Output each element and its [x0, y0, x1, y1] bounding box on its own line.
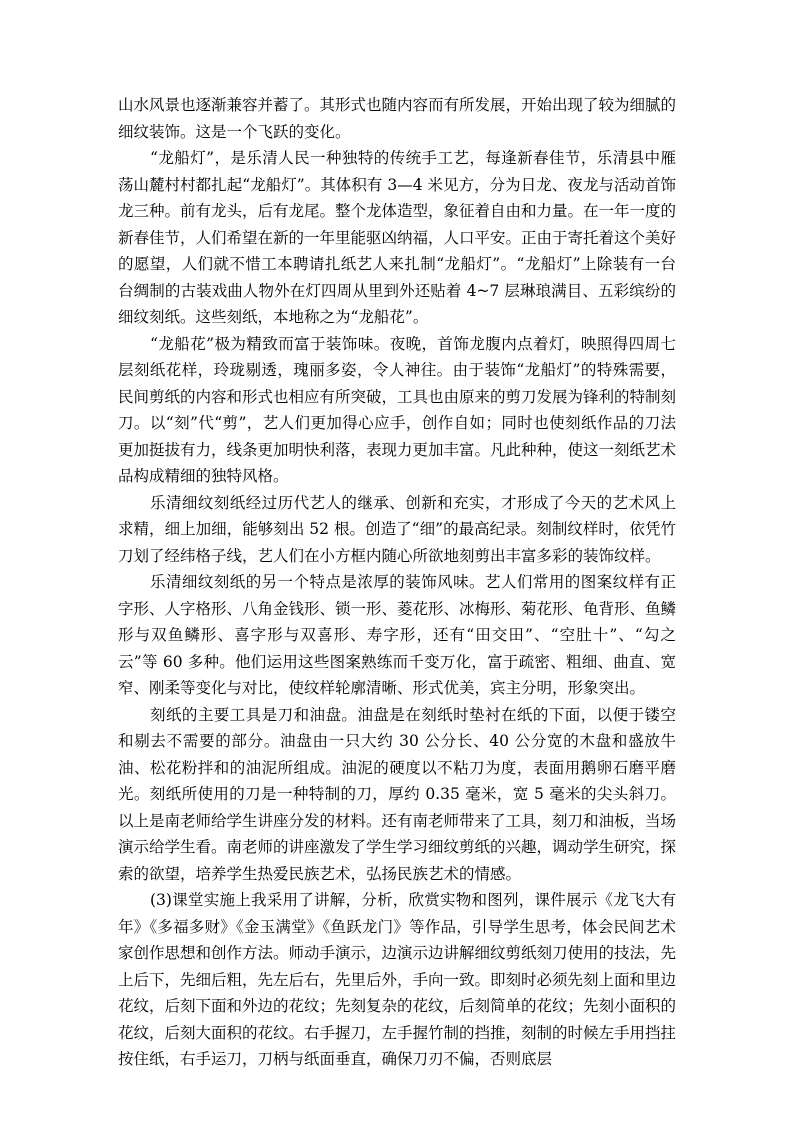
paragraph-1: 山水风景也逐渐兼容并蓄了。其形式也随内容而有所发展，开始出现了较为细腻的细纹装饰。这是一个飞跃的变化。 — [118, 96, 677, 141]
paragraph-3: “龙船花”极为精致而富于装饰味。夜晚，首饰龙腹内点着灯，映照得四周七层刻纸花样，玲珑剔透，瑰丽多姿，令人神往。由于装饰“龙船灯”的特殊需要，民间剪纸的内容和形式也相应有所突破，工具也由原来的剪刀发展为锋利的特制刻刀。以“刻”代“剪”，艺人们更加得心应手，创作自如；同时也使刻纸作品的刀法更加挺拔有力，线条更加明快利落，表现力更加丰富。凡此种种，使这一刻纸艺术品构成精细的独特风格。 — [118, 334, 677, 485]
paragraph-7: (3)课堂实施上我采用了讲解，分析，欣赏实物和图列，课件展示《龙飞大有年》《多福多财》《金玉满堂》《鱼跃龙门》等作品，引导学生思考，体会民间艺术家创作思想和创作方法。师动手演示，边演示边讲解细纹剪纸刻刀使用的技法，先上后下，先细后粗，先左后右，先里后外，手向一致。即刻时必须先刻上面和里边花纹，后刻下面和外边的花纹；先刻复杂的花纹，后刻简单的花纹；先刻小面积的花纹，后刻大面积的花纹。右手握刀，左手握竹制的挡推，刻制的时候左手用挡拄按住纸，右手运刀，刀柄与纸面垂直，确保刀刃不偏，否则底层 — [118, 891, 677, 1068]
paragraph-6: 刻纸的主要工具是刀和油盘。油盘是在刻纸时垫衬在纸的下面，以便于镂空和剔去不需要的部分。油盘由一只大约 30 公分长、40 公分宽的木盘和盛放牛油、松花粉拌和的油泥所组成。油泥的硬度以不粘刀为度，表面用鹅卵石磨平磨光。刻纸所使用的刀是一种特制的刀，厚约 0.35 毫米，宽 5 毫米的尖头斜刀。以上是南老师给学生讲座分发的材料。还有南老师带来了工具，刻刀和油板，当场演示给学生看。南老师的讲座激发了学生学习细纹剪纸的兴趣，调动学生研究，探索的欲望，培养学生热爱民族艺术，弘扬民族艺术的情感。 — [118, 705, 677, 883]
paragraph-4: 乐清细纹刻纸经过历代艺人的继承、创新和充实，才形成了今天的艺术风上求精，细上加细，能够刻出 52 根。创造了“细”的最高纪录。刻制纹样时，依凭竹刀划了经纬格子线，艺人们在小方框内随心所欲地刻剪出丰富多彩的装饰纹样。 — [118, 493, 676, 565]
paragraph-5: 乐清细纹刻纸的另一个特点是浓厚的装饰风味。艺人们常用的图案纹样有正字形、人字格形、八角金钱形、锁一形、菱花形、冰梅形、菊花形、龟背形、鱼鳞形与双鱼鳞形、喜字形与双喜形、寿字形，还有“田交田”、“空肚十”、“勾之云”等 60 多种。他们运用这些图案熟练而千变万化，富于疏密、粗细、曲直、宽窄、刚柔等变化与对比，使纹样轮廓清晰、形式优美，宾主分明，形象突出。 — [118, 573, 677, 697]
paragraph-2: “龙船灯”，是乐清人民一种独特的传统手工艺，每逢新春佳节，乐清县中雁荡山麓村村都扎起“龙船灯”。其体积有 3—4 米见方，分为日龙、夜龙与活动首饰龙三种。前有龙头，后有龙尾。整个龙体造型，象征着自由和力量。在一年一度的新春佳节，人们希望在新的一年里能驱凶纳福，人口平安。正由于寄托着这个美好的愿望，人们就不惜工本聘请扎纸艺人来扎制“龙船灯”。“龙船灯”上除装有一台台绸制的古装戏曲人物外在灯四周从里到外还贴着 4~7 层琳琅满目、五彩缤纷的细纹刻纸。这些刻纸，本地称之为“龙船花”。 — [118, 149, 677, 326]
